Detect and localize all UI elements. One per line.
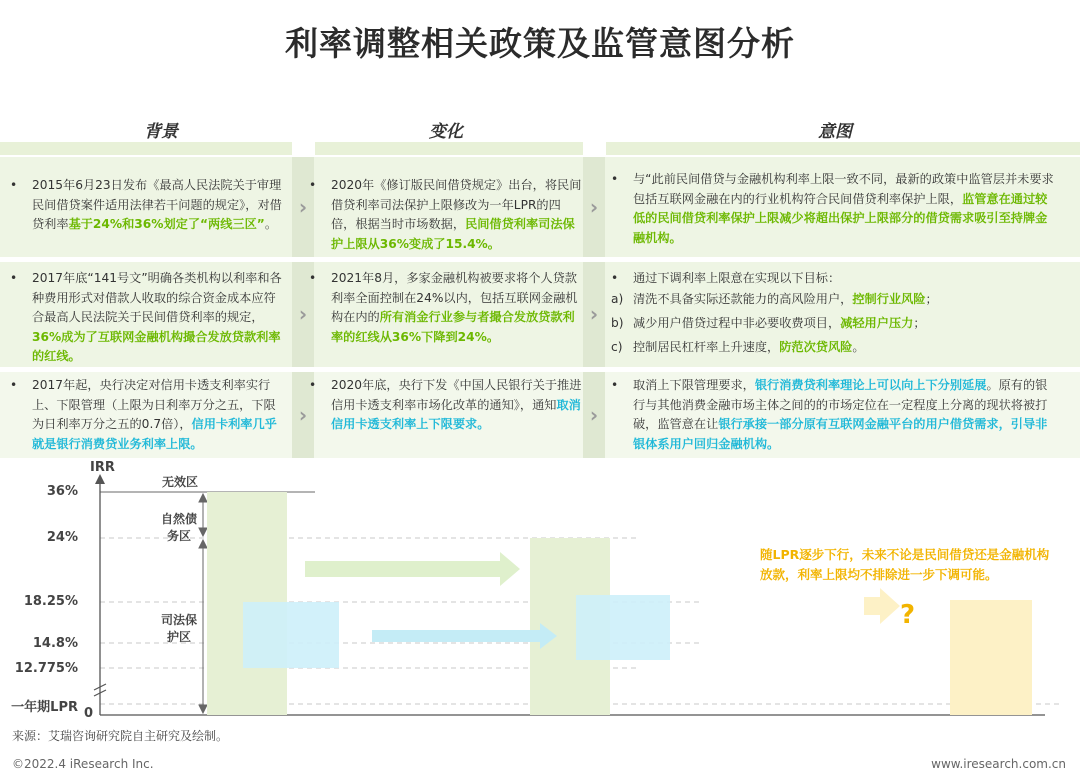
page-title: 利率调整相关政策及监管意图分析 — [285, 24, 795, 63]
arrow-right-icon — [864, 588, 900, 624]
intent-list-item — [611, 290, 938, 309]
bar-2020-protected — [576, 595, 670, 660]
list-marker: b) — [611, 316, 624, 330]
intent-list-item — [611, 314, 926, 333]
zone-label-judicial-protection: 司法保护区 — [160, 613, 197, 644]
column-header-background: 背景 — [144, 122, 178, 142]
chevron-right-icon: › — [583, 372, 605, 458]
text-segment: 2015年6月23日发布《最高人民法院关于审理民间借贷案件适用法律若干问题的规定》，对借贷利率 — [32, 178, 282, 231]
highlight-text: 银行消费贷利率理论上可以向上下分别延展 — [754, 378, 987, 392]
bullet-icon: • — [309, 378, 317, 392]
bullet-icon: • — [611, 172, 619, 186]
highlight-text: 信用卡利率几乎就是银行消费贷业务利率上限。 — [32, 417, 277, 451]
text-segment: 2021年8月，多家金融机构被要求将个人贷款利率全面控制在24%以内，包括互联网金融机构在内的 — [331, 271, 578, 324]
text-segment: 减少用户借贷过程中非必要收费项目， — [633, 316, 841, 330]
highlight-text: 民间借贷利率司法保护上限从36%变成了15.4%。 — [331, 217, 575, 251]
y-tick: 36% — [46, 484, 78, 499]
y-tick: 24% — [46, 530, 78, 545]
text-segment: 与“此前民间借贷与金融机构利率上限一致不同，最新的政策中监管层并未要求包括互联网金融在内的行业机构符合民间借贷利率保护上限， — [633, 172, 1054, 206]
highlight-text: 控制行业风险 — [852, 292, 926, 306]
text-segment: 通过下调利率上限意在实现以下目标： — [633, 271, 841, 285]
header-band — [606, 142, 1080, 155]
source-note: 来源：艾瑞咨询研究院自主研究及绘制。 — [12, 729, 229, 743]
highlight-text: 取消信用卡透支利率上下限要求。 — [331, 397, 581, 431]
question-mark-icon: ? — [900, 600, 916, 630]
highlight-text: 所有消金行业参与者撮合发放贷款利率的红线从36%下降到24%。 — [331, 310, 575, 344]
y-tick: 18.25% — [23, 594, 78, 609]
text-segment: 2017年底“141号文”明确各类机构以利率和各种费用形式对借款人收取的综合资金成本应符合最高人民法院关于民间借贷利率的规定， — [32, 271, 282, 324]
y-axis-arrow-icon — [95, 474, 105, 484]
row3-change-text — [309, 376, 583, 435]
text-segment: 控制居民杠杆率上升速度， — [633, 340, 780, 354]
row1-background-text — [10, 176, 282, 235]
column-header-intent: 意图 — [818, 122, 852, 142]
y-tick: 14.8% — [32, 636, 78, 651]
text-segment: ； — [913, 316, 926, 330]
chevron-right-icon: › — [292, 262, 314, 367]
text-segment: 清洗不具备实际还款能力的高风险用户， — [633, 292, 853, 306]
highlight-text: 基于24%和36%划定了“两线三区” — [68, 217, 265, 231]
column-header-change: 变化 — [429, 122, 463, 142]
footer-website: www.iresearch.com.cn — [931, 757, 1066, 771]
irr-zone-diagram — [0, 460, 1080, 725]
chevron-right-icon: › — [292, 157, 314, 257]
intent-list-item — [611, 338, 865, 357]
arrow-right-icon — [305, 552, 520, 586]
list-marker: c) — [611, 340, 623, 354]
chevron-right-icon: › — [292, 372, 314, 458]
footer-copyright: ©2022.4 iResearch Inc. — [12, 757, 154, 771]
bullet-icon: • — [309, 271, 317, 285]
zone-brackets — [199, 494, 207, 713]
highlight-text: 监管意在通过较低的民间借贷利率保护上限减少将超出保护上限部分的借贷需求吸引至持牌金融机构。 — [633, 191, 1048, 245]
arrow-right-icon — [372, 623, 557, 649]
bar-future — [950, 600, 1032, 715]
row3-intent-text — [611, 376, 1058, 454]
header-band — [315, 142, 583, 155]
chevron-right-icon: › — [583, 262, 605, 367]
text-segment: 2020年底，央行下发《中国人民银行关于推进信用卡透支利率市场化改革的通知》，通知 — [331, 378, 582, 412]
text-segment: 。 — [264, 217, 277, 231]
header-band — [0, 142, 292, 155]
row2-background-text — [10, 269, 282, 367]
y-tick: 12.775% — [14, 661, 78, 676]
y-axis-label: IRR — [90, 460, 115, 475]
zone-label-invalid: 无效区 — [161, 475, 198, 489]
text-segment: 。 — [852, 340, 865, 354]
text-segment: 2017年起，央行决定对信用卡透支利率实行上、下限管理（上限为日利率万分之五，下限为日利率万分之五的0.7倍）， — [32, 378, 276, 431]
text-segment: ； — [925, 292, 938, 306]
highlight-text: 防范次贷风险 — [779, 340, 853, 354]
row2-intent-text — [611, 269, 1058, 289]
highlight-text: 减轻用户压力 — [840, 316, 914, 330]
bar-2015-protected — [243, 602, 339, 668]
zone-label-natural-debt: 自然债务区 — [160, 512, 197, 543]
row1-change-text — [309, 176, 583, 254]
text-segment: 取消上下限管理要求， — [633, 378, 755, 392]
row2-change-text — [309, 269, 583, 347]
bullet-icon: • — [10, 378, 18, 392]
chevron-right-icon: › — [583, 157, 605, 257]
future-note: 随LPR逐步下行，未来不论是民间借贷还是金融机构放款，利率上限均不排除进一步下调可能。 — [760, 547, 1050, 582]
list-marker: a) — [611, 292, 624, 306]
bullet-icon: • — [611, 378, 619, 392]
highlight-text: 36%成为了互联网金融机构撮合发放贷款利率的红线。 — [32, 329, 281, 363]
y-tick: 一年期LPR — [11, 700, 78, 715]
bullet-icon: • — [611, 271, 619, 285]
bullet-icon: • — [309, 178, 317, 192]
y-tick: 0 — [83, 706, 93, 721]
bullet-icon: • — [10, 271, 18, 285]
bullet-icon: • — [10, 178, 18, 192]
highlight-text: 银行承接一部分原有互联网金融平台的用户借贷需求，引导非银体系用户回归金融机构。 — [633, 417, 1048, 451]
row1-intent-text — [611, 170, 1058, 248]
row3-background-text — [10, 376, 282, 454]
text-segment: 2020年《修订版民间借贷规定》出台，将民间借贷利率司法保护上限修改为一年LPR的四倍，根据当时市场数据， — [331, 178, 582, 231]
text-segment: 。原有的银行与其他消费金融市场主体之间的的市场定位在一定程度上分离的现状将被打破，监管意在让 — [633, 378, 1048, 431]
